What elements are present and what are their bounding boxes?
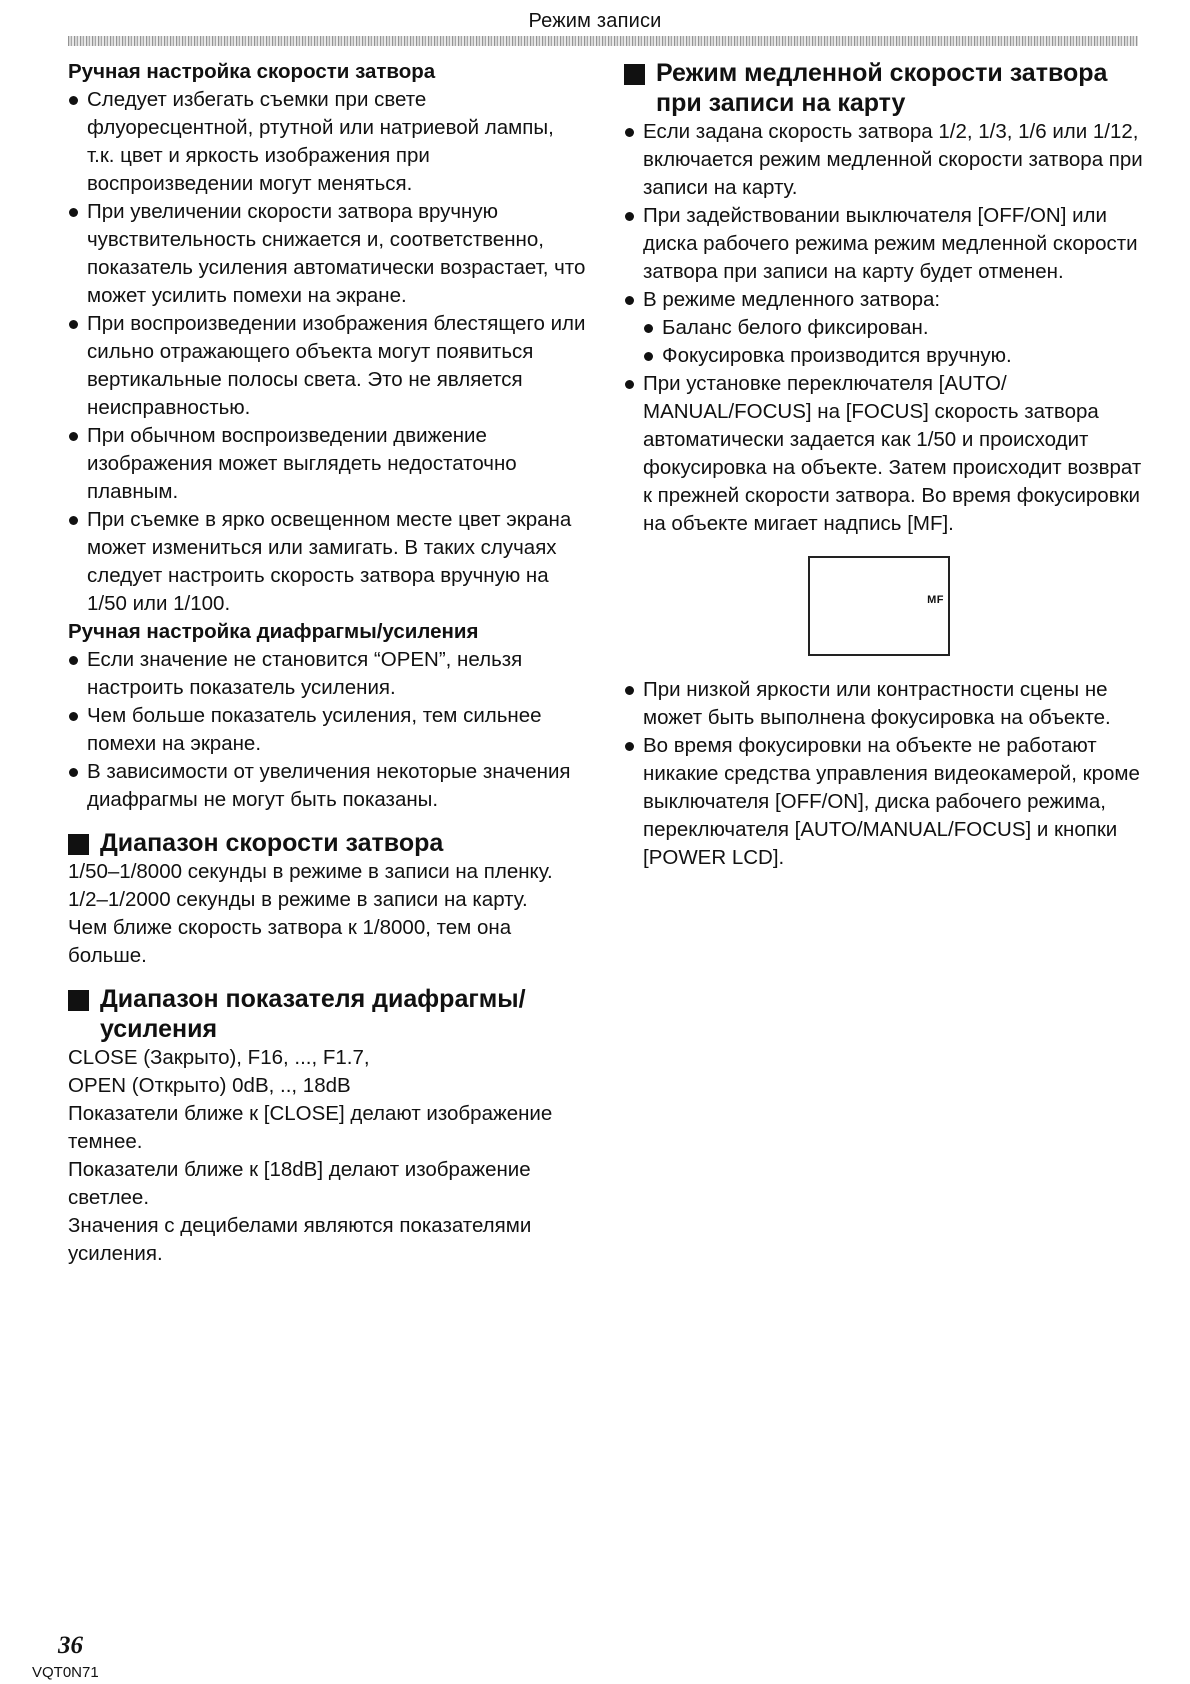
page-number: 36 <box>58 1632 83 1659</box>
list-item: При увеличении скорости затвора вручную чувствительность снижается и, соответственно, показатель усиления автоматически возрастает, что может усилить помехи на экране. <box>68 198 586 310</box>
paragraph: Показатели ближе к [18dB] делают изображение светлее. <box>68 1158 531 1209</box>
shutter-manual-heading: Ручная настройка скорости затвора <box>68 60 436 83</box>
list-item: В режиме медленного затвора: <box>624 286 1144 314</box>
list-item: При съемке в ярко освещенном месте цвет экрана может измениться или замигать. В таких случаях следует настроить скорость затвора вручную на 1/50 или 1/100. <box>68 506 586 618</box>
aperture-range-section <box>68 984 586 1044</box>
list-item: Во время фокусировки на объекте не работают никакие средства управления видеокамерой, кроме выключателя [OFF/ON], диска рабочего режима, переключателя [AUTO/MANUAL/FOCUS] и кнопки [POWER LCD]. <box>624 732 1144 872</box>
paragraph: OPEN (Открыто) 0dB, .., 18dB <box>68 1074 351 1097</box>
aperture-manual-heading: Ручная настройка диафрагмы/усиления <box>68 620 479 643</box>
paragraph: CLOSE (Закрыто), F16, ..., F1.7, <box>68 1046 370 1069</box>
list-item: Если задана скорость затвора 1/2, 1/3, 1/6 или 1/12, включается режим медленной скорости затвора при записи на карту. <box>624 118 1144 202</box>
list-item: Баланс белого фиксирован. <box>643 314 1144 342</box>
list-item: При низкой яркости или контрастности сцены не может быть выполнена фокусировка на объекте. <box>624 676 1144 732</box>
slow-shutter-heading: Режим медленной скорости затвора при записи на карту <box>656 59 1108 117</box>
model-code: VQT0N71 <box>32 1664 99 1681</box>
right-column <box>624 58 1144 872</box>
screen-illustration <box>808 556 950 656</box>
paragraph: Показатели ближе к [CLOSE] делают изображение темнее. <box>68 1102 553 1153</box>
list-item: Чем больше показатель усиления, тем сильнее помехи на экране. <box>68 702 586 758</box>
shutter-range-section <box>68 828 586 858</box>
list-item: При воспроизведении изображения блестящего или сильно отражающего объекта могут появиться вертикальные полосы света. Это не является неисправностью. <box>68 310 586 422</box>
list-item: В зависимости от увеличения некоторые значения диафрагмы не могут быть показаны. <box>68 758 586 814</box>
section-marker-icon <box>624 64 645 85</box>
header-rule <box>68 36 1138 46</box>
paragraph: 1/50–1/8000 секунды в режиме в записи на пленку. <box>68 860 553 883</box>
list-item: Если значение не становится “OPEN”, нельзя настроить показатель усиления. <box>68 646 586 702</box>
aperture-range-heading: Диапазон показателя диафрагмы/ усиления <box>100 985 526 1043</box>
shutter-range-heading: Диапазон скорости затвора <box>100 829 444 857</box>
section-marker-icon <box>68 834 89 855</box>
list-item: При обычном воспроизведении движение изображения может выглядеть недостаточно плавным. <box>68 422 586 506</box>
list-item: При задействовании выключателя [OFF/ON] или диска рабочего режима режим медленной скорости затвора при записи на карту будет отменен. <box>624 202 1144 286</box>
paragraph: Значения с децибелами являются показателями усиления. <box>68 1214 532 1265</box>
mf-indicator-label: MF <box>927 594 944 606</box>
section-marker-icon <box>68 990 89 1011</box>
paragraph: 1/2–1/2000 секунды в режиме в записи на карту. <box>68 888 528 911</box>
screen-edge <box>948 558 950 654</box>
slow-shutter-section <box>624 58 1144 118</box>
page-header-title: Режим записи <box>528 10 662 32</box>
list-item: При установке переключателя [AUTO/ MANUAL/FOCUS] на [FOCUS] скорость затвора автоматически задается как 1/50 и происходит фокусировка на объекте. Затем происходит возврат к прежней скорости затвора. Во время фокусировки на объекте мигает надпись [MF]. <box>624 370 1144 538</box>
paragraph: Чем ближе скорость затвора к 1/8000, тем она больше. <box>68 916 512 967</box>
left-column <box>68 58 586 1268</box>
list-item: Фокусировка производится вручную. <box>643 342 1144 370</box>
list-item: Следует избегать съемки при свете флуоресцентной, ртутной или натриевой лампы, т.к. цвет и яркость изображения при воспроизведении могут меняться. <box>68 86 586 198</box>
